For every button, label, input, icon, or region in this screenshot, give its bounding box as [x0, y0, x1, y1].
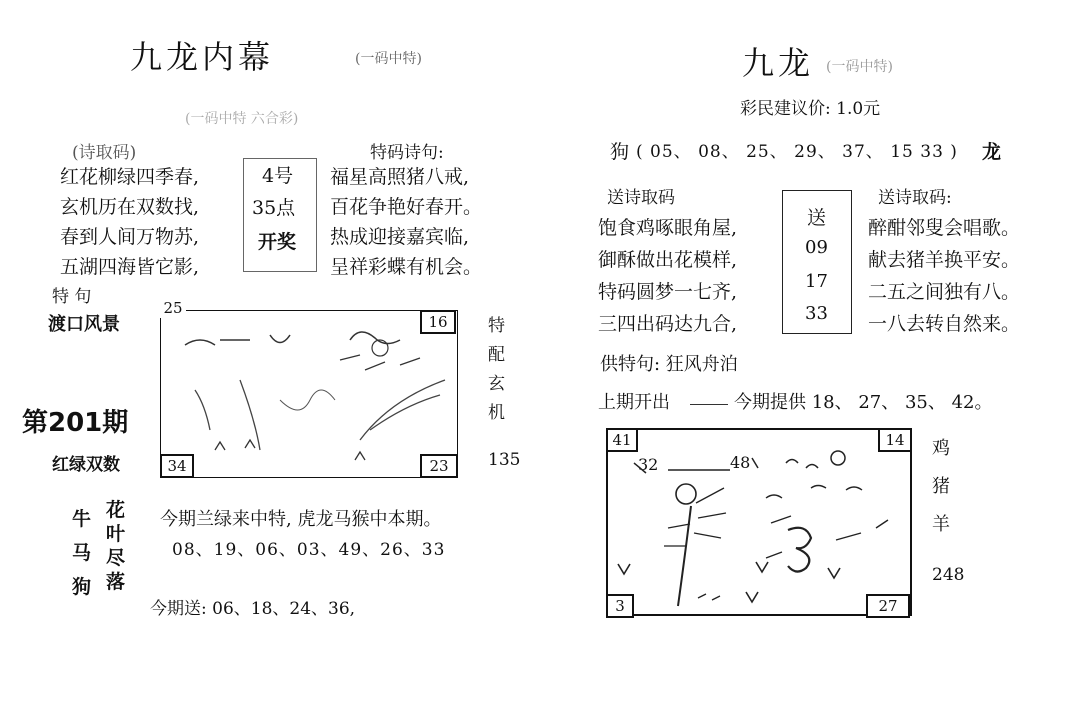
right-poem-left	[598, 212, 737, 340]
poem-line: 二五之间独有八。	[868, 281, 1021, 303]
left-hong-lv: 红绿双数	[52, 455, 120, 475]
box-number: 17	[805, 271, 828, 292]
blank-underline	[690, 404, 728, 405]
poem-line: 三四出码达九合,	[598, 313, 738, 335]
poem-line: 呈祥彩蝶有机会。	[330, 256, 483, 278]
zodiac-char: 尽	[106, 547, 126, 569]
vertical-char: 玄	[488, 374, 505, 394]
right-price: 彩民建议价: 1.0元	[740, 99, 881, 119]
corner-br: 23	[420, 454, 458, 478]
zodiac-column-2	[106, 498, 125, 594]
zodiac-char: 狗	[72, 576, 92, 598]
poem-line: 御酥做出花模样,	[598, 249, 738, 271]
corner-br: 27	[866, 594, 910, 618]
left-title: 九龙内幕	[130, 38, 275, 76]
left-te-ju: 特 句	[52, 287, 92, 307]
corner-tl: 25	[160, 298, 186, 318]
poem-line: 五湖四海皆它影,	[60, 256, 200, 278]
corner-bl: 3	[606, 594, 634, 618]
right-center-box	[782, 190, 852, 334]
vertical-char: 羊	[932, 514, 950, 535]
right-this-period: 今期提供 18、 27、 35、 42。	[734, 392, 993, 413]
left-du-kou: 渡口风景	[48, 314, 120, 335]
left-sketch-illustration	[160, 310, 456, 476]
poem-line: 一八去转自然来。	[868, 313, 1021, 335]
left-poem-header: (诗取码)	[72, 143, 137, 163]
poem-line: 红花柳绿四季春,	[60, 166, 200, 188]
corner-tl: 41	[606, 428, 638, 452]
right-sketch-illustration	[606, 428, 908, 612]
zodiac-column-1	[72, 502, 91, 604]
box-number: 09	[805, 237, 828, 258]
left-faint-subtitle: (一码中特 六合彩)	[185, 111, 299, 127]
vertical-char: 配	[488, 345, 505, 365]
left-line-2: 08、19、06、03、49、26、33	[172, 540, 446, 560]
right-vertical-zodiac	[932, 430, 950, 544]
box-point: 35点	[252, 197, 296, 219]
left-title-note: (一码中特)	[355, 51, 422, 67]
right-gong-te: 供特句: 狂风舟泊	[600, 354, 738, 375]
poem-line: 春到人间万物苏,	[60, 226, 200, 248]
drawing-number: 48	[730, 453, 751, 472]
left-number-135: 135	[488, 450, 521, 470]
left-line-1: 今期兰绿来中特, 虎龙马猴中本期。	[160, 509, 442, 530]
vertical-char: 机	[488, 403, 505, 423]
zodiac-char: 马	[72, 542, 92, 564]
poem-line: 热成迎接嘉宾临,	[330, 226, 470, 248]
right-poem-right	[868, 212, 1020, 340]
right-last-period: 上期开出	[598, 392, 670, 413]
box-number: 33	[805, 303, 828, 324]
drawing-number: 32	[638, 455, 659, 474]
corner-tr: 16	[420, 310, 456, 334]
left-te-ma-header: 特码诗句:	[370, 143, 444, 163]
vertical-char: 鸡	[932, 438, 950, 459]
right-dog-prefix: 狗	[610, 141, 630, 163]
poem-line: 玄机历在双数找,	[60, 196, 200, 218]
corner-tr: 14	[878, 428, 912, 452]
right-title-note: (一码中特)	[826, 59, 893, 75]
zodiac-char: 牛	[72, 508, 92, 530]
poem-line: 饱食鸡啄眼角屋,	[598, 217, 738, 239]
zodiac-char: 叶	[106, 523, 126, 545]
period-label: 第201期	[22, 408, 129, 438]
right-send-left: 送诗取码	[607, 188, 675, 208]
box-lottery: 开奖	[258, 231, 297, 253]
right-dog-line: ( 05、 08、 25、 29、 37、 15 33 )	[636, 142, 958, 162]
vertical-char: 特	[488, 316, 505, 336]
poem-line: 福星高照猪八戒,	[330, 166, 470, 188]
poem-line: 特码圆梦一七齐,	[598, 281, 738, 303]
zodiac-char: 花	[106, 499, 126, 521]
right-title: 九龙	[742, 44, 815, 82]
right-number-248: 248	[932, 565, 965, 585]
vertical-char: 猪	[932, 476, 950, 497]
poem-line: 百花争艳好春开。	[330, 196, 483, 218]
left-poem-left	[60, 162, 199, 282]
left-poem-right	[330, 162, 482, 282]
right-dog-suffix: 龙	[982, 141, 1002, 163]
box-send: 送	[807, 207, 827, 229]
corner-bl: 34	[160, 454, 194, 478]
left-vertical-hint	[488, 312, 505, 428]
right-send-right: 送诗取码:	[878, 188, 952, 208]
left-center-box	[243, 158, 317, 272]
poem-line: 献去猪羊换平安。	[868, 249, 1021, 271]
zodiac-char: 落	[106, 571, 126, 593]
poem-line: 醉酣邻叟会唱歌。	[868, 217, 1021, 239]
box-number: 4号	[262, 165, 294, 187]
left-line-3: 今期送: 06、18、24、36,	[150, 599, 356, 619]
